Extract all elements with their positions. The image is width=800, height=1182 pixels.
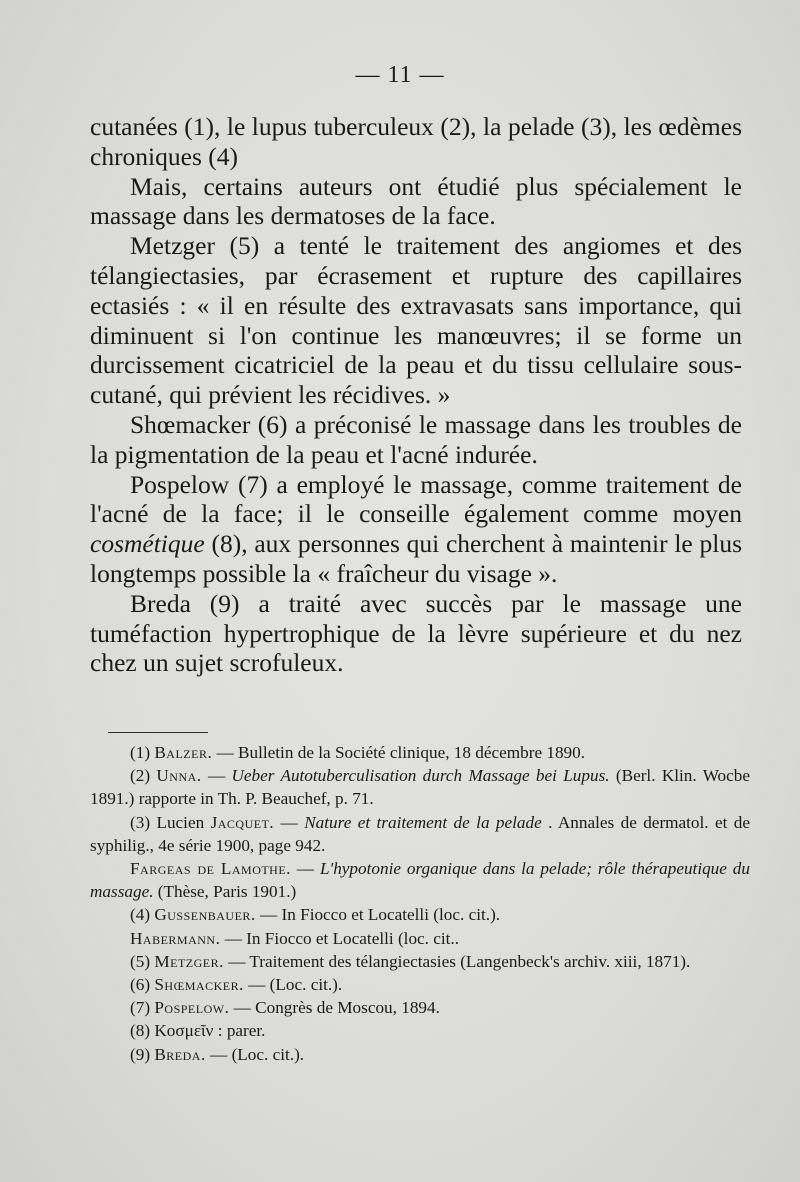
footnote-number: (8) [130, 1021, 151, 1041]
footnote-text: — In Fiocco et Locatelli (loc. cit.). [255, 905, 501, 925]
footnote-author: Metzger. [154, 951, 224, 971]
footnote-text: — Bulletin de la Société clinique, 18 décembre 1890. [212, 743, 586, 762]
footnote-number: (6) [130, 975, 151, 995]
footnote-separator [108, 732, 208, 733]
footnote-text: — Traitement des télangiectasies (Langenbeck's archiv. xiii, 1871). [223, 951, 691, 971]
footnote-number: (5) [130, 951, 151, 971]
footnote-7 [90, 996, 750, 1019]
paragraph-2: Mais, certains auteurs ont étudié plus spécialement le massage dans les dermatoses de la face. [90, 171, 742, 231]
footnote-number: (3) [130, 812, 151, 832]
footnote-3 [90, 811, 750, 857]
footnote-9 [90, 1043, 750, 1066]
paragraph-5 [90, 470, 742, 589]
footnote-author: Pospelow. [154, 998, 230, 1018]
footnote-5 [90, 950, 750, 973]
footnote-dash: — [274, 812, 305, 832]
paragraph-3: Metzger (5) a tenté le traitement des angiomes et des télangiectasies, par écrasement et rupture des capillaires ectasiés : « il en résulte des extravasats sans importance, qui diminuent si l'on continue les manœuvres; il se forme un durcissement cicatriciel de la peau et du tissu cellulaire sous-cutané, qui prévient les récidives. » [90, 231, 742, 410]
footnote-author: Κοσμεῖν [154, 1021, 214, 1041]
footnote-author: Breda. [154, 1044, 206, 1064]
footnote-title: Nature et traitement de la pelade [304, 812, 542, 832]
footnote-8 [90, 1019, 750, 1042]
footnotes [90, 741, 750, 1066]
footnote-author: Gussenbauer. [154, 905, 256, 925]
footnote-title: Ueber Autotuberculisation durch Massage bei Lupus. [231, 766, 610, 786]
footnote-number: (7) [130, 998, 151, 1018]
footnote-3b [90, 857, 750, 903]
footnote-4b [90, 927, 750, 950]
page-number: — 11 — [355, 62, 445, 88]
footnote-text: : parer. [213, 1021, 266, 1041]
footnote-1 [90, 741, 750, 764]
paragraph-6: Breda (9) a traité avec succès par le massage une tuméfaction hypertrophique de la lèvre supérieure et du nez chez un sujet scrofuleux. [90, 588, 742, 678]
footnote-number: (9) [130, 1044, 151, 1064]
footnote-6 [90, 973, 750, 996]
footnote-4 [90, 903, 750, 926]
paragraph-5-italic: cosmétique [90, 529, 205, 559]
main-text [90, 112, 742, 678]
footnote-author: Balzer. [154, 743, 213, 762]
footnote-text: — In Fiocco et Locatelli (loc. cit.. [220, 928, 460, 948]
footnote-dash: — [290, 859, 320, 879]
footnote-author: Shœmacker. [154, 975, 244, 995]
footnote-author: Fargeas de Lamothe. [130, 859, 291, 879]
footnote-text: — Congrès de Moscou, 1894. [229, 998, 440, 1018]
paragraph-5-text-after: (8), aux personnes qui cherchent à maintenir le plus longtemps possible la « fraîcheur du visage ». [90, 529, 742, 588]
footnote-number: (4) [130, 905, 151, 925]
footnote-dash: — [201, 766, 232, 786]
footnote-text: . Annales de dermatol. et de syphilig., 4e série 1900, page 942. [90, 812, 751, 855]
footnote-text: (Thèse, Paris 1901.) [153, 882, 297, 902]
footnote-author-prefix: Lucien [156, 812, 211, 832]
footnote-text: — (Loc. cit.). [205, 1044, 305, 1064]
footnote-text: (Berl. Klin. Wocbe 1891.) rapporte in Th. P. Beauchef, p. 71. [90, 766, 751, 809]
footnote-2 [90, 764, 750, 810]
paragraph-1: cutanées (1), le lupus tuberculeux (2), la pelade (3), les œdèmes chroniques (4) [90, 112, 742, 171]
footnote-title: L'hypotonie organique dans la pelade; rôle thérapeutique du massage. [90, 859, 750, 902]
paragraph-5-text-before: Pospelow (7) a employé le massage, comme traitement de l'acné de la face; il le conseille également comme moyen [90, 469, 742, 529]
footnote-author: Jacquet. [210, 812, 275, 832]
footnote-author: Unna. [156, 766, 202, 786]
footnote-number: (2) [130, 766, 151, 786]
footnote-text: — (Loc. cit.). [243, 975, 343, 995]
footnote-number: (1) [130, 743, 151, 762]
footnote-author: Habermann. [130, 928, 221, 948]
paragraph-4: Shœmacker (6) a préconisé le massage dans les troubles de la pigmentation de la peau et l'acné indurée. [90, 409, 742, 469]
